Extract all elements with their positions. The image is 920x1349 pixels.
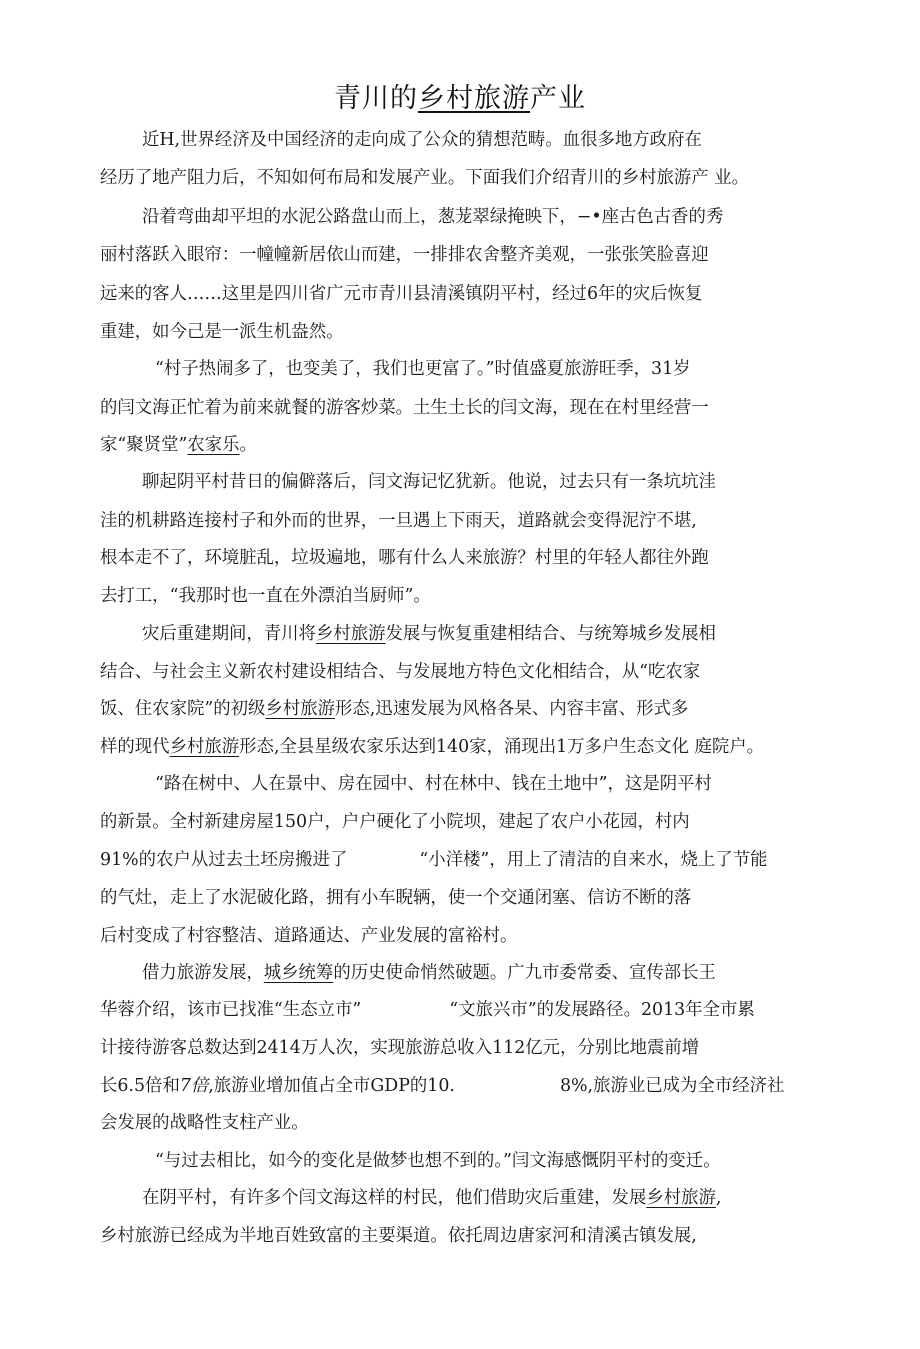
text-line: 家“聚贤堂”农家乐。 xyxy=(100,435,257,455)
underlined-term: 乡村旅游 xyxy=(646,1188,716,1208)
text-line: 洼的机耕路连接村子和外而的世界，一旦遇上下雨天，道路就会变得泥泞不堪, xyxy=(100,511,697,531)
underlined-term: 乡村旅游 xyxy=(169,737,240,757)
text-line: 沿着弯曲却平坦的水泥公路盘山而上，葱茏翠绿掩映下，−•座古色古香的秀 xyxy=(142,207,724,227)
underlined-term: 农家乐 xyxy=(187,435,240,455)
text-line: 近H,世界经济及中国经济的走向成了公众的猜想范畴。血很多地方政府在 xyxy=(142,130,702,150)
text-line: 去打工，“我那时也一直在外漂泊当厨师”。 xyxy=(100,586,431,606)
underlined-term: 乡村旅游 xyxy=(265,699,335,719)
text-line: 丽村落跃入眼帘：一幢幢新居依山而建，一排排农舍整齐美观，一张张笑脸喜迎 xyxy=(100,245,709,265)
text-line: 根本走不了，环境脏乱，垃圾遍地，哪有什么人来旅游？村里的年轻人都往外跑 xyxy=(100,548,709,568)
text-line: 结合、与社会主义新农村建设相结合、与发展地方特色文化相结合，从“吃农家 xyxy=(100,662,701,682)
text-line: 计接待游客总数达到2414万人次，实现旅游总收入112亿元，分别比地震前增 xyxy=(100,1038,700,1058)
text-line: 借力旅游发展，城乡统筹的历史使命悄然破题。广九市委常委、宣传部长王 xyxy=(142,963,716,983)
text-line: 的闫文海正忙着为前来就餐的游客炒菜。土生土长的闫文海，现在在村里经营一 xyxy=(100,398,709,418)
page-title xyxy=(0,76,920,115)
text-line: “村子热闹多了，也变美了，我们也更富了。”时值盛夏旅游旺季，31岁 xyxy=(155,359,691,379)
underlined-term: 乡村旅游 xyxy=(315,624,386,644)
text-line: 91%的农户从过去土坯房搬进了 “小洋楼”，用上了清洁的自来水，烧上了节能 xyxy=(100,850,768,870)
text-line: 的气灶，走上了水泥破化路，拥有小车睨辆，使一个交通闭塞、信访不断的落 xyxy=(100,888,692,908)
text-line: 华蓉介绍，该市已找准“生态立市” “文旅兴市”的发展路径。2013年全市累 xyxy=(100,1000,755,1020)
text-line: 会发展的战略性支柱产业。 xyxy=(100,1113,309,1133)
title-underlined: 乡村旅游 xyxy=(418,83,530,114)
text-line: 重建，如今己是一派生机盎然。 xyxy=(100,322,344,342)
underlined-term: 城乡统筹 xyxy=(263,963,334,983)
text-line: 乡村旅游已经成为半地百姓致富的主要渠道。依托周边唐家河和清溪古镇发展, xyxy=(100,1226,697,1246)
text-line: 长6.5倍和7倍,旅游业增加值占全市GDP的10. 8%,旅游业已成为全市经济社 xyxy=(100,1076,785,1096)
text-line: 的新景。全村新建房屋150户，户户硬化了小院坝，建起了农户小花园，村内 xyxy=(100,812,690,832)
text-line: 饭、住农家院”的初级乡村旅游形态,迅速发展为风格各杲、内容丰富、形式多 xyxy=(100,699,689,719)
text-line: 经历了地产阻力后，不知如何布局和发展产业。下面我们介绍青川的乡村旅游产 业。 xyxy=(100,168,749,188)
text-line: 后村变成了村容整洁、道路通达、产业发展的富裕村。 xyxy=(100,926,518,946)
text-line: 样的现代乡村旅游形态,全县星级农家乐达到140家，涌现出1万多户生态文化 庭院户。 xyxy=(100,737,765,757)
text-line: “与过去相比，如今的变化是做梦也想不到的。”闫文海感慨阴平村的变迁。 xyxy=(155,1151,721,1171)
text-line: 灾后重建期间，青川将乡村旅游发展与恢复重建相结合、与统筹城乡发展相 xyxy=(142,624,716,644)
text-line: “路在树中、人在景中、房在园中、村在林中、钱在土地中”，这是阴平村 xyxy=(155,774,712,794)
text-line: 聊起阴平村昔日的偏僻落后，闫文海记忆犹新。他说，过去只有一条坑坑洼 xyxy=(142,472,716,492)
title-suffix: 产业 xyxy=(530,83,586,114)
title-prefix: 青川的 xyxy=(334,83,418,114)
text-line: 远来的客人……这里是四川省广元市青川县清溪镇阴平村，经过6年的灾后恢复 xyxy=(100,284,703,304)
text-line: 在阴平村，有许多个闫文海这样的村民，他们借助灾后重建，发展乡村旅游, xyxy=(142,1188,722,1208)
